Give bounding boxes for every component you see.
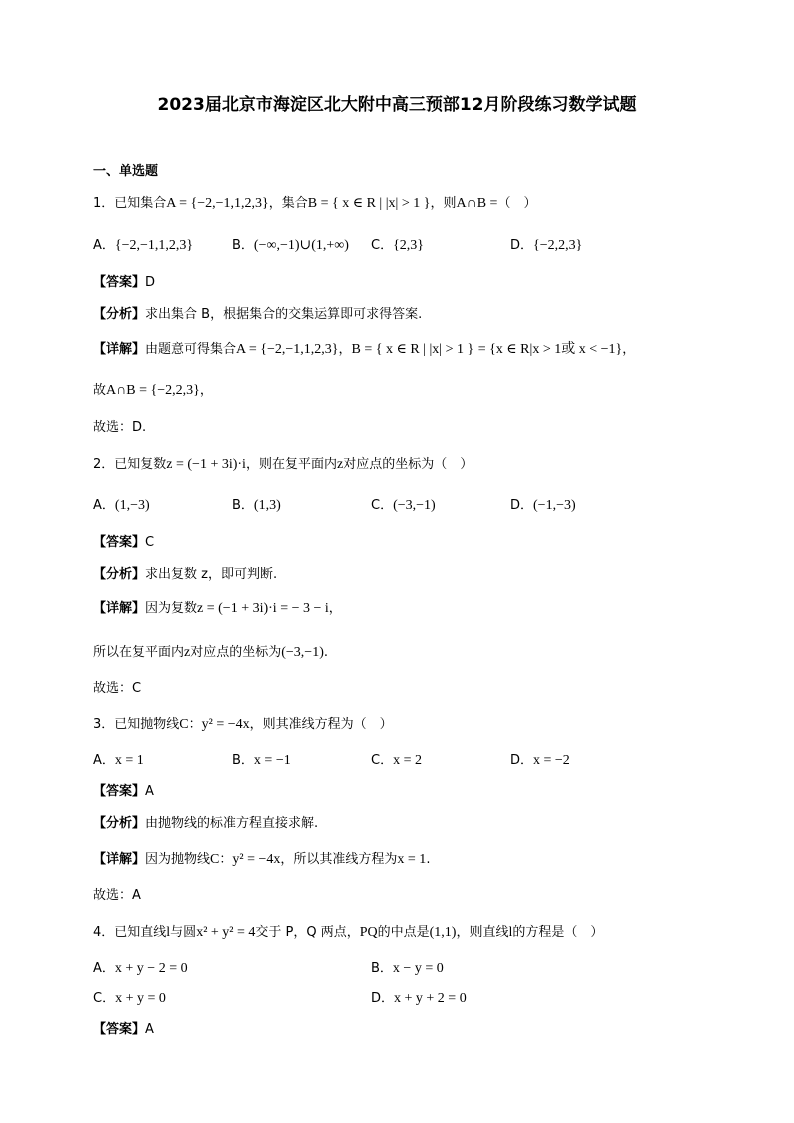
detail-text: 因为复数 (145, 601, 198, 616)
detail-text: ， (338, 342, 352, 357)
q1-conclusion (93, 379, 213, 399)
q2-stem-text: ，则在复平面内 (245, 457, 337, 472)
q4-option-b (371, 957, 444, 977)
option-value: (1,−3) (114, 498, 150, 513)
q4-stem-math: x² + y² = 4 (196, 925, 256, 940)
detail-math: x = 1 (397, 852, 427, 867)
q2-stem-text: 对应点的坐标为（ ） (343, 457, 474, 472)
q1-answer (93, 271, 155, 290)
detail-math: A = {−2,−1,1,2,3} (236, 342, 339, 357)
q3-final: 故选：A (93, 888, 141, 903)
detail-text: 由题意可得集合 (145, 342, 237, 357)
q1-stem-math: A = {−2,−1,1,2,3} (166, 196, 269, 211)
answer-value: A (145, 784, 154, 799)
q2-analysis (93, 563, 277, 582)
option-label: A． (93, 498, 115, 513)
q2-stem-math: z = (−1 + 3i)·i (166, 457, 246, 472)
option-label: A． (93, 961, 115, 976)
conclusion-math: (−3,−1) (281, 645, 324, 660)
option-value: {−2,−1,1,2,3} (114, 238, 194, 253)
q3-option-d (510, 749, 570, 769)
analysis-tag: 【分析】 (93, 307, 146, 322)
option-value: x + y − 2 = 0 (114, 961, 188, 976)
q2-option-c (371, 494, 436, 514)
q4-stem (93, 921, 603, 941)
q3-stem-math: C (179, 717, 189, 732)
answer-value: A (145, 1022, 154, 1037)
conclusion-math: A∩B = {−2,2,3} (106, 383, 200, 398)
q3-answer (93, 780, 154, 799)
q3-stem-text: ： (188, 717, 202, 732)
option-value: x − y = 0 (392, 961, 444, 976)
detail-text: ，所以其准线方程为 (280, 852, 398, 867)
q2-final: 故选：C (93, 681, 142, 696)
conclusion-text: 故 (93, 383, 107, 398)
q4-stem-math: PQ (359, 925, 378, 940)
detail-math: z = (−1 + 3i)·i = − 3 − i (197, 601, 329, 616)
q4-stem-math: l (166, 925, 171, 940)
answer-tag: 【答案】 (93, 784, 146, 799)
analysis-text: 求出集合 B，根据集合的交集运算即可求得答案. (145, 307, 423, 322)
option-label: C． (371, 238, 394, 253)
q4-option-c (93, 987, 166, 1007)
q2-option-b (232, 494, 281, 514)
option-value: {−2,2,3} (533, 238, 583, 253)
option-label: C． (371, 753, 394, 768)
conclusion-text: 对应点的坐标为 (190, 645, 282, 660)
q3-option-b (232, 749, 291, 769)
conclusion-text: 所以在复平面内 (93, 645, 185, 660)
option-label: B． (232, 498, 254, 513)
q4-stem-math: l (508, 925, 513, 940)
option-value: x = 1 (114, 753, 144, 768)
answer-tag: 【答案】 (93, 535, 146, 550)
option-value: x = −1 (253, 753, 291, 768)
answer-tag: 【答案】 (93, 275, 146, 290)
q1-stem (93, 192, 536, 212)
answer-value: D (145, 275, 156, 290)
q3-option-a (93, 749, 144, 769)
detail-text: ， (622, 342, 636, 357)
option-value: (−1,−3) (533, 498, 576, 513)
option-label: D． (371, 991, 395, 1006)
option-label: A． (93, 238, 115, 253)
q3-stem (93, 713, 393, 733)
option-label: B． (371, 961, 393, 976)
q2-stem-text: 2．已知复数 (93, 457, 167, 472)
option-label: D． (510, 753, 534, 768)
q1-option-d (510, 234, 582, 254)
q3-analysis (93, 812, 318, 831)
option-value: {2,3} (393, 238, 425, 253)
q1-analysis (93, 303, 422, 322)
q2-option-d (510, 494, 576, 514)
detail-tag: 【详解】 (93, 601, 146, 616)
option-value: x = −2 (533, 753, 570, 768)
section-heading: 一、单选题 (93, 164, 159, 179)
q1-stem-text: ，集合 (268, 196, 308, 211)
conclusion-text: ， (199, 383, 213, 398)
q4-stem-text: 4．已知直线 (93, 925, 167, 940)
detail-text: ： (219, 852, 233, 867)
q2-answer (93, 531, 154, 550)
q1-final: 故选：D. (93, 420, 147, 435)
page-title: 2023届北京市海淀区北大附中高三预部12月阶段练习数学试题 (157, 95, 637, 115)
detail-text: 因为抛物线 (145, 852, 211, 867)
option-value: (1,3) (253, 498, 281, 513)
q4-stem-text: 的方程是（ ） (512, 925, 604, 940)
q1-stem-text: ，则 (430, 196, 457, 211)
q1-stem-math: B = { x ∈ R | |x| > 1 } (307, 196, 431, 211)
q3-stem-math: y² = −4x (201, 717, 250, 732)
option-label: D． (510, 238, 534, 253)
q1-stem-text: 1．已知集合 (93, 196, 167, 211)
q2-detail (93, 597, 342, 617)
detail-text: ， (328, 601, 342, 616)
q1-option-b (232, 234, 349, 254)
detail-math: B = { x ∈ R | |x| > 1 } = {x ∈ R|x > 1或 x < −1} (351, 342, 623, 357)
q1-option-c (371, 234, 424, 254)
q4-option-d (371, 987, 467, 1007)
option-label: A． (93, 753, 115, 768)
option-label: B． (232, 238, 254, 253)
option-value: x + y = 0 (115, 991, 166, 1006)
conclusion-text: . (323, 645, 329, 660)
detail-math: y² = −4x (232, 852, 281, 867)
q1-stem-math: A∩B = (456, 196, 498, 211)
q4-stem-text: 交于 P，Q 两点， (255, 925, 360, 940)
answer-value: C (145, 535, 155, 550)
q2-stem-math: z (336, 457, 344, 472)
q3-detail (93, 848, 430, 868)
analysis-text: 求出复数 z，即可判断. (145, 567, 278, 582)
option-value: x + y + 2 = 0 (394, 991, 467, 1006)
analysis-text: 由抛物线的标准方程直接求解. (145, 816, 319, 831)
detail-text: . (426, 852, 431, 867)
q4-option-a (93, 957, 188, 977)
detail-tag: 【详解】 (93, 852, 146, 867)
q4-stem-text: 的中点是 (377, 925, 430, 940)
q1-option-a (93, 234, 193, 254)
option-value: (−∞,−1)∪(1,+∞) (253, 238, 349, 253)
q3-option-c (371, 749, 422, 769)
detail-math: C (210, 852, 220, 867)
option-value: x = 2 (393, 753, 422, 768)
q3-stem-text: ，则其准线方程为（ ） (249, 717, 393, 732)
q1-stem-text: （ ） (497, 196, 537, 211)
option-label: C． (371, 498, 394, 513)
q4-stem-text: 与圆 (170, 925, 197, 940)
q4-stem-math: (1,1) (429, 925, 457, 940)
option-label: C． (93, 991, 116, 1006)
q3-stem-text: 3．已知抛物线 (93, 717, 180, 732)
q4-stem-text: ，则直线 (456, 925, 509, 940)
option-label: B． (232, 753, 254, 768)
detail-tag: 【详解】 (93, 342, 146, 357)
q1-detail (93, 338, 635, 358)
q4-answer (93, 1018, 154, 1037)
conclusion-math: z (184, 645, 191, 660)
q2-stem (93, 453, 473, 473)
answer-tag: 【答案】 (93, 1022, 146, 1037)
q2-conclusion (93, 641, 328, 661)
analysis-tag: 【分析】 (93, 816, 146, 831)
analysis-tag: 【分析】 (93, 567, 146, 582)
option-value: (−3,−1) (393, 498, 436, 513)
q2-option-a (93, 494, 150, 514)
option-label: D． (510, 498, 534, 513)
